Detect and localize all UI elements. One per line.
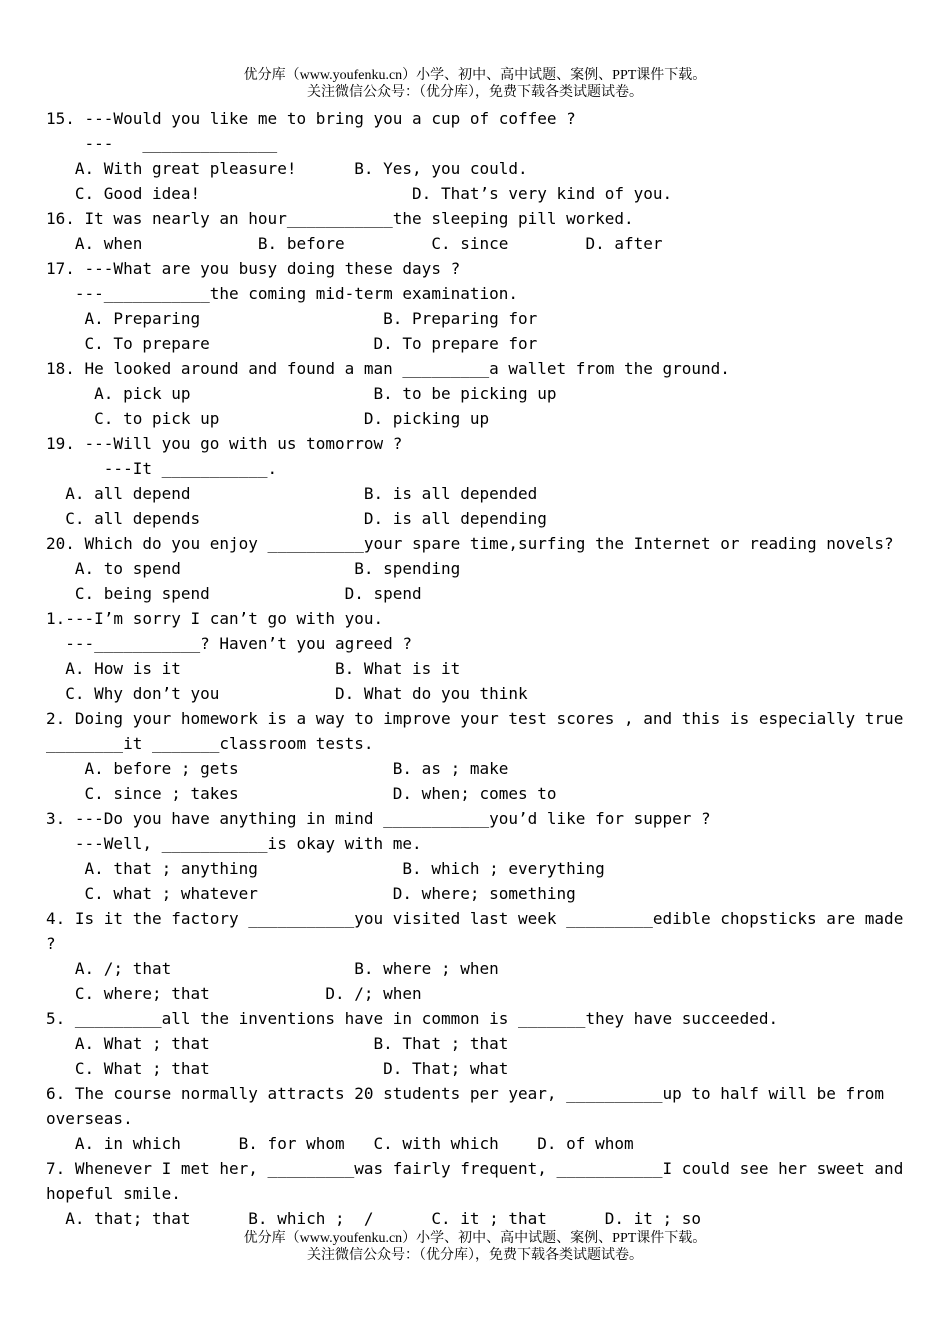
text-line: C. to pick up D. picking up <box>46 409 490 428</box>
text-line: A. How is it B. What is it <box>46 659 461 678</box>
text-line: A. that ; anything B. which ; everything <box>46 859 605 878</box>
text-line: A. to spend B. spending <box>46 559 461 578</box>
text-line: --- ______________ <box>46 134 278 153</box>
text-line: 6. The course normally attracts 20 students per year, __________up to half will be from <box>46 1084 885 1103</box>
text-line: 2. Doing your homework is a way to improve your test scores , and this is especially true <box>46 709 904 728</box>
text-line: ---___________the coming mid-term examination. <box>46 284 519 303</box>
text-line: C. what ; whatever D. where; something <box>46 884 576 903</box>
text-line: C. all depends D. is all depending <box>46 509 547 528</box>
page-header <box>0 67 950 101</box>
text-line: A. when B. before C. since D. after <box>46 234 663 253</box>
text-line: A. With great pleasure! B. Yes, you could. <box>46 159 528 178</box>
text-line: hopeful smile. <box>46 1184 181 1203</box>
text-line: C. being spend D. spend <box>46 584 422 603</box>
text-line: ________it _______classroom tests. <box>46 734 374 753</box>
text-line: 3. ---Do you have anything in mind ___________you’d like for supper ? <box>46 809 711 828</box>
text-line: ---It ___________. <box>46 459 278 478</box>
page-footer <box>0 1230 950 1264</box>
footer-line-1: 优分库（www.youfenku.cn）小学、初中、高中试题、案例、PPT课件下载。 <box>243 1231 707 1246</box>
text-line: A. that; that B. which ; / C. it ; that D. it ; so <box>46 1209 702 1228</box>
text-line: 20. Which do you enjoy __________your spare time,surfing the Internet or reading novels? <box>46 534 894 553</box>
text-line: A. pick up B. to be picking up <box>46 384 557 403</box>
text-line: A. What ; that B. That ; that <box>46 1034 509 1053</box>
text-line: A. all depend B. is all depended <box>46 484 538 503</box>
header-line-1: 优分库（www.youfenku.cn）小学、初中、高中试题、案例、PPT课件下载。 <box>243 68 707 83</box>
footer-line-2: 关注微信公众号：（优分库），免费下载各类试题试卷。 <box>307 1248 643 1263</box>
text-line: 19. ---Will you go with us tomorrow ? <box>46 434 403 453</box>
text-line: 7. Whenever I met her, _________was fairly frequent, ___________I could see her sweet and <box>46 1159 904 1178</box>
text-line: A. /; that B. where ; when <box>46 959 499 978</box>
text-line: A. in which B. for whom C. with which D. of whom <box>46 1134 634 1153</box>
text-line: ---Well, ___________is okay with me. <box>46 834 422 853</box>
text-line: C. What ; that D. That; what <box>46 1059 509 1078</box>
text-line: C. To prepare D. To prepare for <box>46 334 538 353</box>
text-line: C. Why don’t you D. What do you think <box>46 684 528 703</box>
text-line: 1.---I’m sorry I can’t go with you. <box>46 609 384 628</box>
text-line: ---___________? Haven’t you agreed ? <box>46 634 413 653</box>
text-line: overseas. <box>46 1109 133 1128</box>
header-line-2: 关注微信公众号：（优分库），免费下载各类试题试卷。 <box>307 85 643 100</box>
text-line: 5. _________all the inventions have in common is _______they have succeeded. <box>46 1009 779 1028</box>
text-line: A. Preparing B. Preparing for <box>46 309 538 328</box>
text-line: C. where; that D. /; when <box>46 984 422 1003</box>
text-line: ? <box>46 934 56 953</box>
text-line: 16. It was nearly an hour___________the sleeping pill worked. <box>46 209 634 228</box>
text-line: 4. Is it the factory ___________you visited last week _________edible chopsticks are made <box>46 909 904 928</box>
text-line: A. before ; gets B. as ; make <box>46 759 509 778</box>
text-line: 15. ---Would you like me to bring you a cup of coffee ? <box>46 109 576 128</box>
text-line: 17. ---What are you busy doing these days ? <box>46 259 461 278</box>
text-line: 18. He looked around and found a man _________a wallet from the ground. <box>46 359 730 378</box>
text-line: C. since ; takes D. when; comes to <box>46 784 557 803</box>
text-line: C. Good idea! D. That’s very kind of you. <box>46 184 673 203</box>
